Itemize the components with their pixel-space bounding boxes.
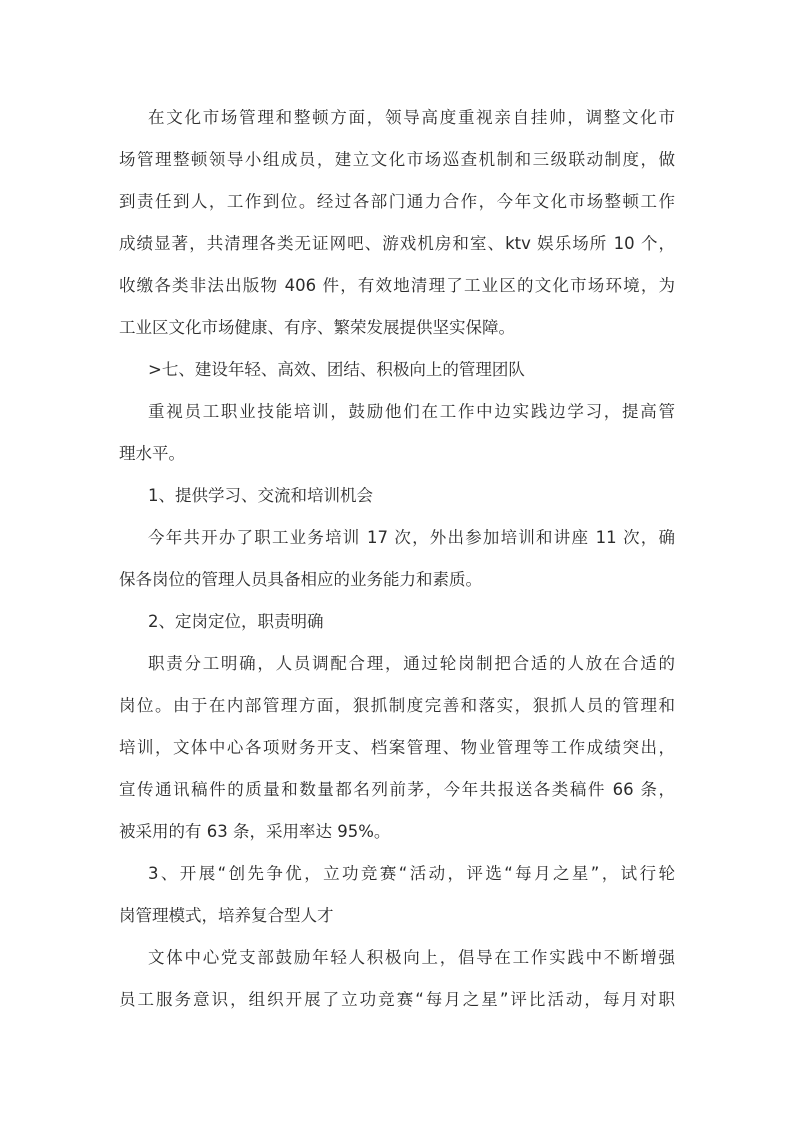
paragraph-line: 在文化市场管理和整顿方面，领导高度重视亲自挂帅，调整文化市 xyxy=(148,108,675,127)
paragraph-line: 文体中心党支部鼓励年轻人积极向上，倡导在工作实践中不断增强 xyxy=(148,948,675,967)
subsection-heading: 岗管理模式，培养复合型人才 xyxy=(119,906,334,925)
paragraph-line: 到责任到人，工作到位。经过各部门通力合作，今年文化市场整顿工作 xyxy=(119,192,675,211)
paragraph-line: 成绩显著，共清理各类无证网吧、游戏机房和室、ktv 娱乐场所 10 个， xyxy=(119,234,675,253)
paragraph-line: 宣传通讯稿件的质量和数量都名列前茅，今年共报送各类稿件 66 条， xyxy=(119,780,675,799)
paragraph-line: 工业区文化市场健康、有序、繁荣发展提供坚实保障。 xyxy=(119,318,515,337)
subsection-heading: 2、定岗定位，职责明确 xyxy=(148,612,324,631)
paragraph-line: 收缴各类非法出版物 406 件，有效地清理了工业区的文化市场环境，为 xyxy=(119,276,675,295)
subsection-heading: 1、提供学习、交流和培训机会 xyxy=(148,486,373,505)
paragraph-line: 场管理整顿领导小组成员，建立文化市场巡查机制和三级联动制度，做 xyxy=(119,150,675,169)
paragraph-line: 培训，文体中心各项财务开支、档案管理、物业管理等工作成绩突出， xyxy=(119,738,675,757)
paragraph-line: 被采用的有 63 条，采用率达 95%。 xyxy=(119,822,391,841)
paragraph-line: 保各岗位的管理人员具备相应的业务能力和素质。 xyxy=(119,570,482,589)
paragraph-line: 今年共开办了职工业务培训 17 次，外出参加培训和讲座 11 次，确 xyxy=(148,528,675,547)
section-heading: >七、建设年轻、高效、团结、积极向上的管理团队 xyxy=(148,360,525,379)
paragraph-line: 重视员工职业技能培训，鼓励他们在工作中边实践边学习，提高管 xyxy=(148,402,675,421)
paragraph-line: 员工服务意识，组织开展了立功竞赛“每月之星”评比活动，每月对职 xyxy=(119,990,675,1009)
paragraph-line: 理水平。 xyxy=(119,444,185,463)
subsection-heading: 3、开展“创先争优，立功竞赛“活动，评选“每月之星”，试行轮 xyxy=(148,864,675,883)
paragraph-line: 岗位。由于在内部管理方面，狠抓制度完善和落实，狠抓人员的管理和 xyxy=(119,696,675,715)
paragraph-line: 职责分工明确，人员调配合理，通过轮岗制把合适的人放在合适的 xyxy=(148,654,675,673)
